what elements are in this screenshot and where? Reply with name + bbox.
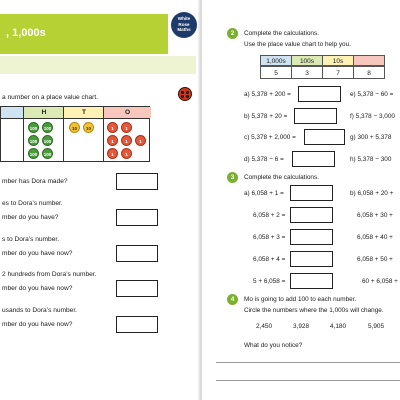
q4-number-option[interactable]: 2,450: [256, 323, 272, 330]
q2-subtitle: Use the place value chart to help you.: [244, 41, 351, 48]
q3a4-answer-box[interactable]: [290, 251, 333, 267]
pv-cell-thousands: [1, 118, 23, 162]
q1e-question: mber do you have now?: [2, 321, 73, 328]
q1d-answer-box[interactable]: [116, 280, 158, 297]
q3b-text: b) 6,058 + 20 +: [350, 190, 394, 197]
logo-line-3: Maths: [177, 27, 191, 33]
q1b-question: mber do you have?: [2, 214, 59, 221]
q3a-text: a) 6,058 + 1 =: [244, 190, 284, 197]
q2h-text: h) 5,378 − 300: [350, 156, 392, 163]
q4-instruction: Circle the numbers where the 1,000s will change.: [244, 307, 384, 314]
q2b-answer-box[interactable]: [294, 108, 337, 124]
hundred-counter: 100: [42, 122, 53, 133]
q1c-text: s to Dora’s number.: [2, 236, 60, 243]
pv-header-hundreds: H: [23, 107, 64, 118]
q2-value-ones: 8: [353, 66, 385, 79]
q2e-text: e) 5,378 − 60 =: [350, 91, 394, 98]
q3a3-answer-box[interactable]: [290, 229, 333, 245]
q2a-answer-box[interactable]: [298, 86, 341, 102]
one-counter: 1: [121, 135, 132, 146]
q4-number-option[interactable]: 4,180: [330, 323, 346, 330]
hundred-counter: 100: [42, 135, 53, 146]
q2-value-thousands: 5: [260, 66, 292, 79]
right-page: [202, 0, 400, 400]
q1-intro: a number on a place value chart.: [2, 94, 99, 101]
q2b-text: b) 5,378 + 20 =: [244, 113, 288, 120]
q1a-text: mber has Dora made?: [2, 178, 68, 185]
title-underband: [0, 56, 196, 74]
ladybird-icon: [178, 87, 192, 101]
q4-number-option[interactable]: 5,905: [368, 323, 384, 330]
q1e-text: usands to Dora’s number.: [2, 307, 78, 314]
q3a3-text: 6,058 + 3 =: [253, 234, 286, 241]
q3b5-text: 60 + 6,058 +: [362, 278, 398, 285]
q1a-answer-box[interactable]: [116, 173, 158, 190]
pv-header-tens: T: [63, 107, 104, 118]
q4-number-option[interactable]: 3,928: [293, 323, 309, 330]
q3-number: 3: [227, 172, 238, 183]
q2g-text: g) 300 + 5,378: [350, 134, 392, 141]
ten-counter: 10: [83, 122, 94, 133]
q2c-text: c) 5,378 + 2,000 =: [244, 134, 296, 141]
answer-line[interactable]: [216, 380, 400, 381]
q2-number: 2: [227, 28, 238, 39]
q2c-answer-box[interactable]: [304, 129, 345, 145]
q1d-text: 2 hundreds from Dora’s number.: [2, 271, 97, 278]
answer-line[interactable]: [216, 362, 400, 363]
q2-title: Complete the calculations.: [244, 30, 319, 37]
logo-line-2: Rose: [178, 21, 190, 27]
white-rose-maths-logo: [171, 12, 197, 38]
q2f-text: f) 5,378 − 3,000: [350, 113, 395, 120]
one-counter: 1: [135, 135, 146, 146]
q1b-text: es to Dora’s number.: [2, 200, 63, 207]
q1e-answer-box[interactable]: [116, 316, 158, 333]
pv-cell-tens: [63, 118, 103, 162]
q2-header-hundreds: 100s: [291, 55, 323, 66]
place-value-chart: [0, 106, 150, 162]
q3-title: Complete the calculations.: [244, 174, 319, 181]
q3a2-answer-box[interactable]: [290, 207, 333, 223]
q3a5-answer-box[interactable]: [290, 273, 333, 289]
q4-title: Mo is going to add 100 to each number.: [244, 296, 357, 303]
q1c-question: mber do you have now?: [2, 250, 73, 257]
pv-cell-ones: [103, 118, 150, 162]
q3b2-text: 6,058 + 30 +: [357, 212, 393, 219]
q1d-question: mber do you have now?: [2, 285, 73, 292]
q3a5-text: 5 + 6,058 =: [253, 278, 286, 285]
q2d-text: d) 5,378 − 6 =: [244, 156, 284, 163]
one-counter: 1: [107, 148, 118, 159]
pv-header-thousands: [1, 107, 23, 118]
pv-cell-hundreds: [23, 118, 63, 162]
pv-header-ones: O: [103, 107, 151, 118]
hundred-counter: 100: [42, 148, 53, 159]
q2-header-tens: 10s: [322, 55, 354, 66]
q1b-answer-box[interactable]: [116, 209, 158, 226]
q2-header-ones: [353, 55, 385, 66]
q3a4-text: 6,058 + 4 =: [253, 256, 286, 263]
q3a2-text: 6,058 + 2 =: [253, 212, 286, 219]
q2a-text: a) 5,378 + 200 =: [244, 91, 291, 98]
one-counter: 1: [121, 148, 132, 159]
q2-value-tens: 7: [322, 66, 354, 79]
page-title: , 1,000s: [6, 27, 46, 39]
q3b4-text: 6,058 + 50 +: [357, 256, 393, 263]
one-counter: 1: [107, 122, 118, 133]
q2-header-thousands: 1,000s: [260, 55, 292, 66]
q1c-answer-box[interactable]: [116, 245, 158, 262]
q2-value-hundreds: 3: [291, 66, 323, 79]
q2d-answer-box[interactable]: [292, 151, 335, 167]
q3b3-text: 6,058 + 40 +: [357, 234, 393, 241]
one-counter: 1: [121, 122, 132, 133]
hundred-counter: 100: [28, 135, 39, 146]
q4-notice-prompt: What do you notice?: [244, 342, 303, 349]
logo-line-1: White: [177, 16, 191, 21]
ten-counter: 10: [69, 122, 80, 133]
hundred-counter: 100: [28, 148, 39, 159]
one-counter: 1: [107, 135, 118, 146]
q3a-answer-box[interactable]: [290, 185, 333, 201]
hundred-counter: 100: [28, 122, 39, 133]
q4-number: 4: [227, 294, 238, 305]
